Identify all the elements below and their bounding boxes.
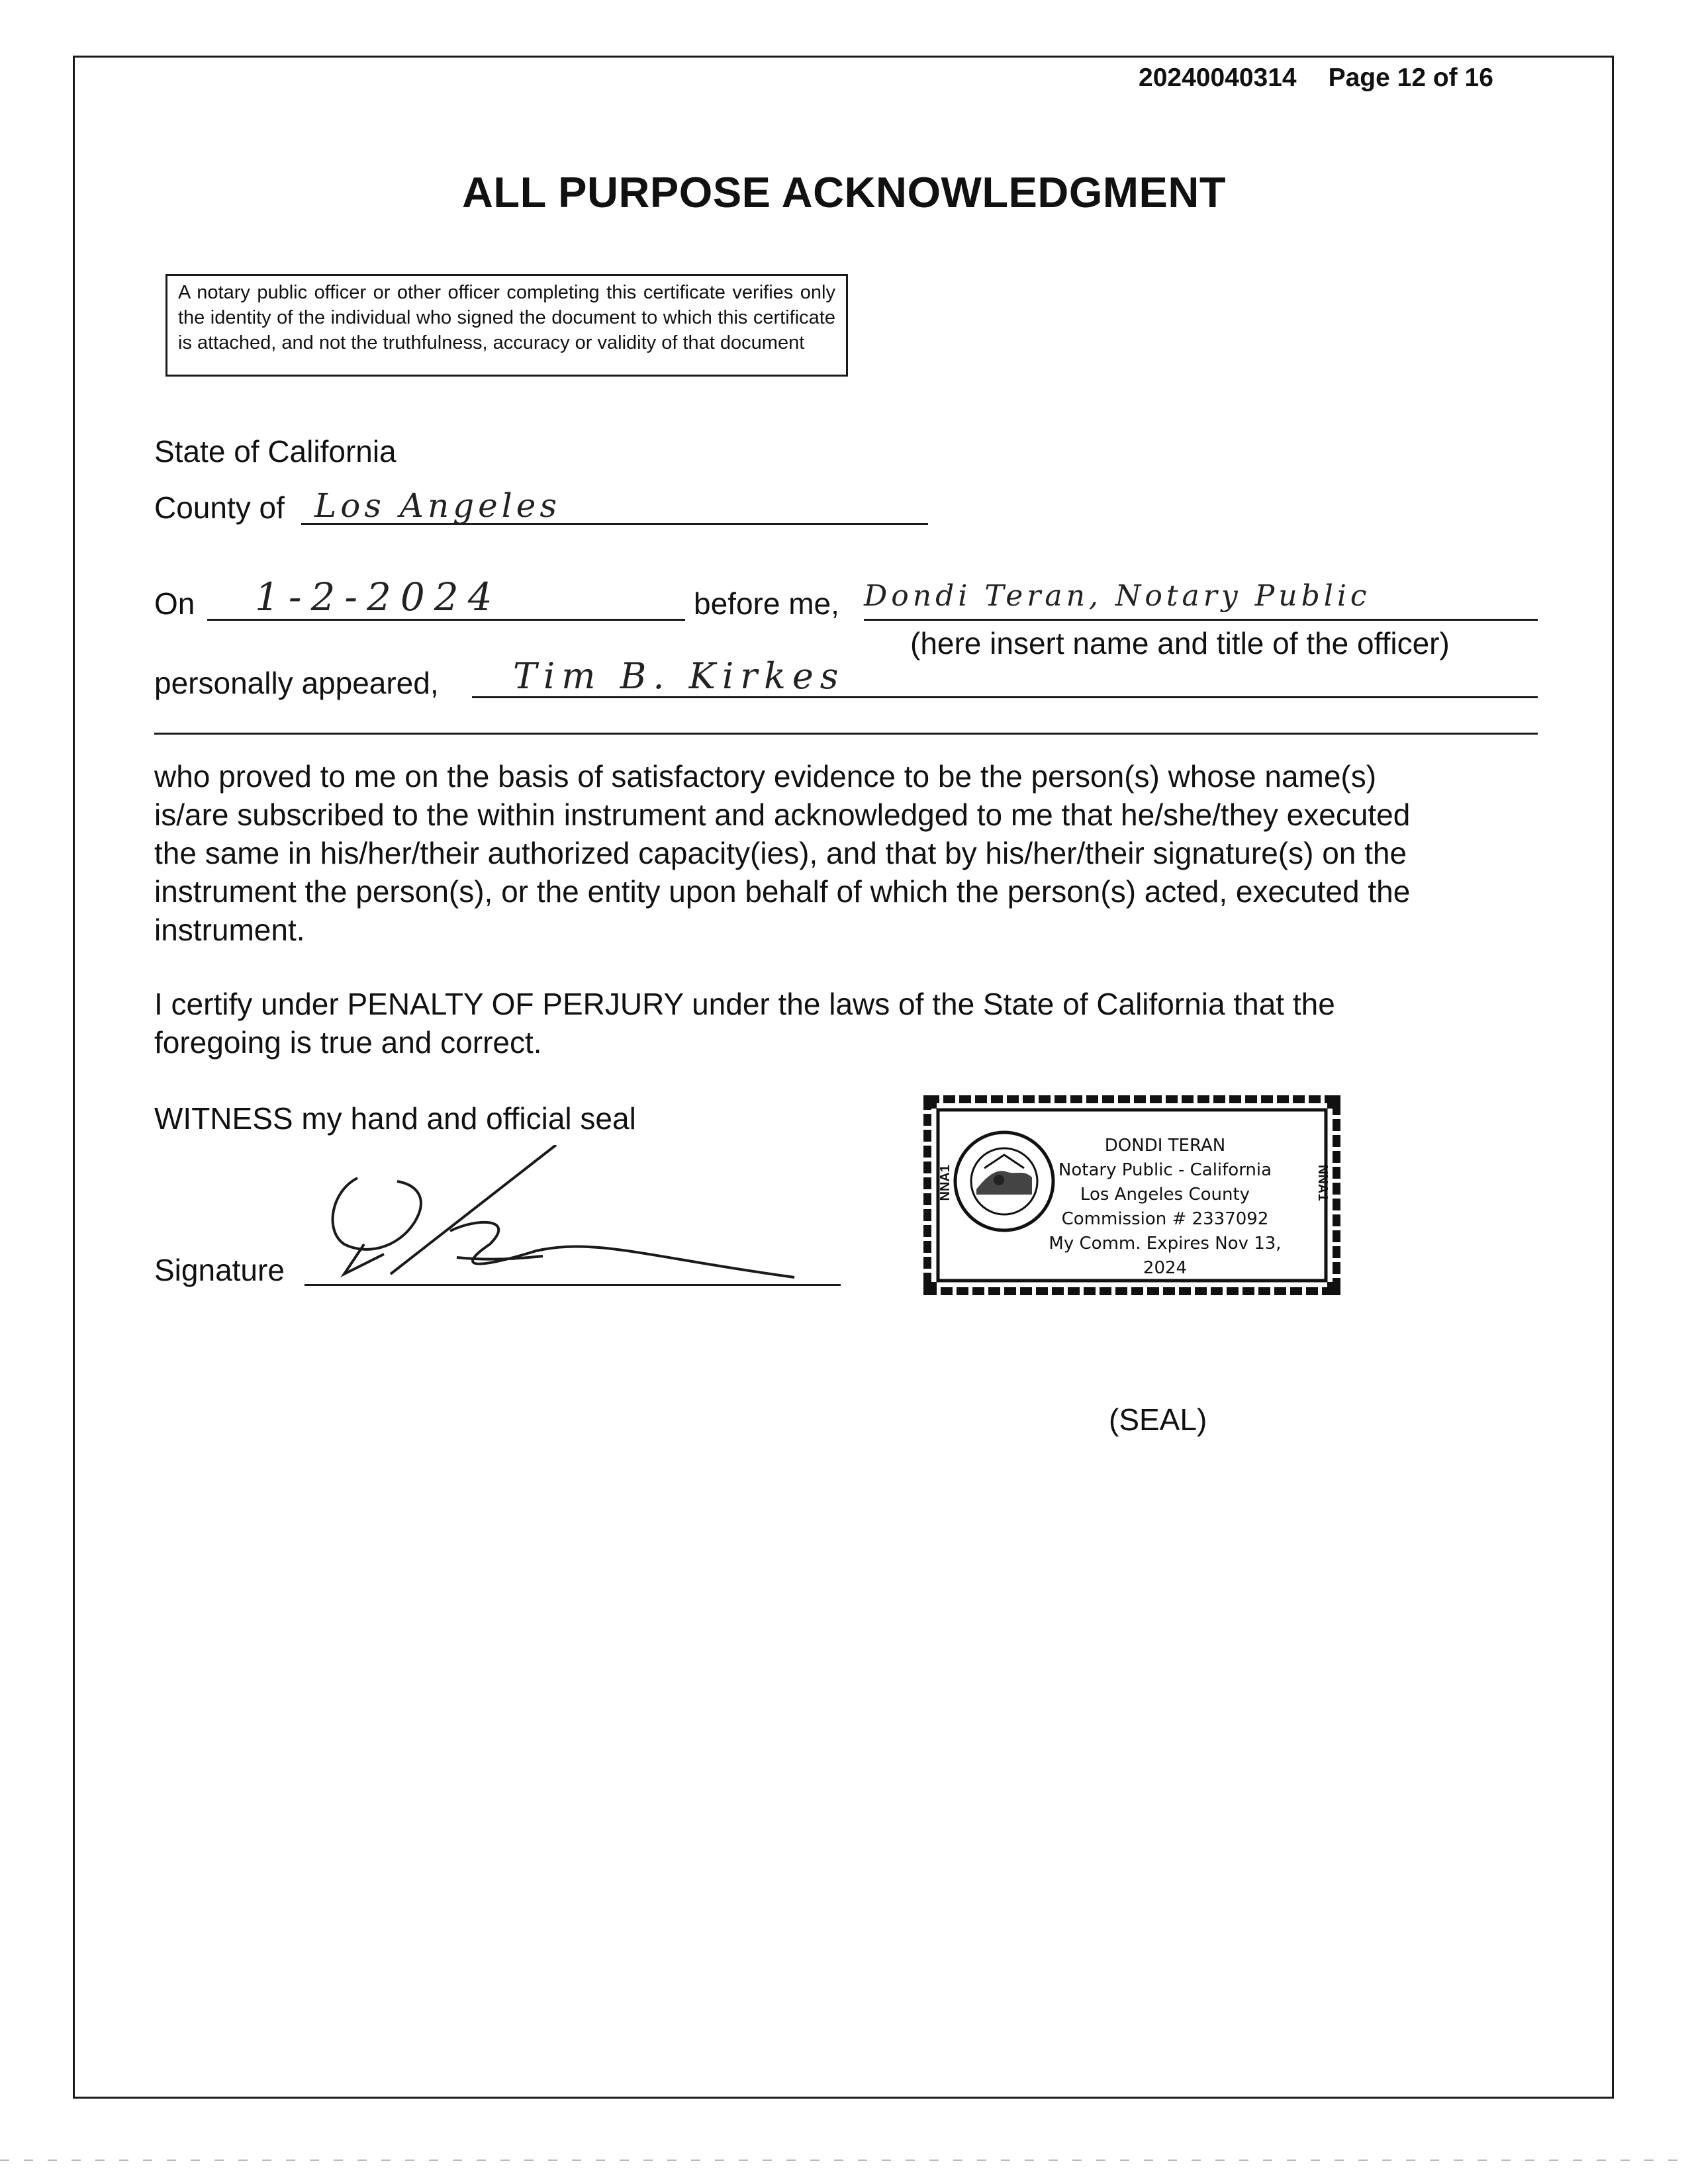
- page-label: Page 12 of 16: [1328, 64, 1493, 92]
- state-label: State of California: [154, 434, 397, 469]
- acknowledgment-paragraph: [154, 757, 1531, 949]
- on-label: On: [154, 586, 195, 621]
- paragraph-line: the same in his/her/their authorized capacity(ies), and that by his/her/their signature(s) on the: [154, 836, 1407, 870]
- signature-label: Signature: [154, 1253, 285, 1287]
- seal-caption: (SEAL): [1109, 1402, 1207, 1437]
- handwritten-signature-icon: [318, 1145, 834, 1297]
- officer-handwritten: Dondi Teran, Notary Public: [864, 579, 1371, 613]
- officer-hint: (here insert name and title of the officer): [910, 626, 1450, 660]
- witness-text: WITNESS my hand and official seal: [154, 1101, 636, 1136]
- appeared-label: personally appeared,: [154, 666, 439, 700]
- paragraph-line: who proved to me on the basis of satisfactory evidence to be the person(s) whose name(s): [154, 759, 1377, 794]
- document-number: 20240040314: [1139, 64, 1297, 92]
- paragraph-line: foregoing is true and correct.: [154, 1025, 542, 1060]
- stamp-line: Los Angeles County: [1080, 1185, 1250, 1205]
- stamp-side-code-right: NNA1: [1315, 1165, 1330, 1201]
- notary-stamp: [923, 1095, 1340, 1295]
- paragraph-line: instrument the person(s), or the entity upon behalf of which the person(s) acted, executed the: [154, 874, 1411, 909]
- stamp-line: Commission # 2337092: [1061, 1209, 1269, 1229]
- scan-artifact-icon: [0, 2158, 1688, 2163]
- perjury-paragraph: [154, 985, 1531, 1062]
- paragraph-line: instrument.: [154, 913, 305, 947]
- appeared-line-2: [154, 733, 1538, 735]
- notice-box: A notary public officer or other officer completing this certificate verifies only the identity of the individual who signed the document to which this certificate is attached, and not the truthfulness, accuracy or validity of that document: [165, 274, 848, 377]
- page-title: ALL PURPOSE ACKNOWLEDGMENT: [461, 168, 1227, 216]
- date-handwritten: 1-2-2024: [255, 574, 502, 619]
- stamp-line: Notary Public - California: [1058, 1160, 1272, 1180]
- stamp-side-code-left: NNA1: [938, 1165, 953, 1201]
- stamp-line: DONDI TERAN: [1104, 1136, 1226, 1156]
- appeared-handwritten: Tim B. Kirkes: [513, 655, 845, 697]
- before-me-label: before me,: [694, 586, 839, 621]
- document-reference: [1139, 64, 1493, 93]
- county-label: County of: [154, 490, 285, 525]
- stamp-line: My Comm. Expires Nov 13, 2024: [1049, 1234, 1282, 1278]
- paragraph-line: is/are subscribed to the within instrument and acknowledged to me that he/she/they executed: [154, 797, 1411, 832]
- stamp-text: [1029, 1134, 1301, 1281]
- paragraph-line: I certify under PENALTY OF PERJURY under the laws of the State of California that the: [154, 987, 1335, 1021]
- county-handwritten: Los Angeles: [314, 486, 561, 525]
- officer-line: [864, 619, 1538, 621]
